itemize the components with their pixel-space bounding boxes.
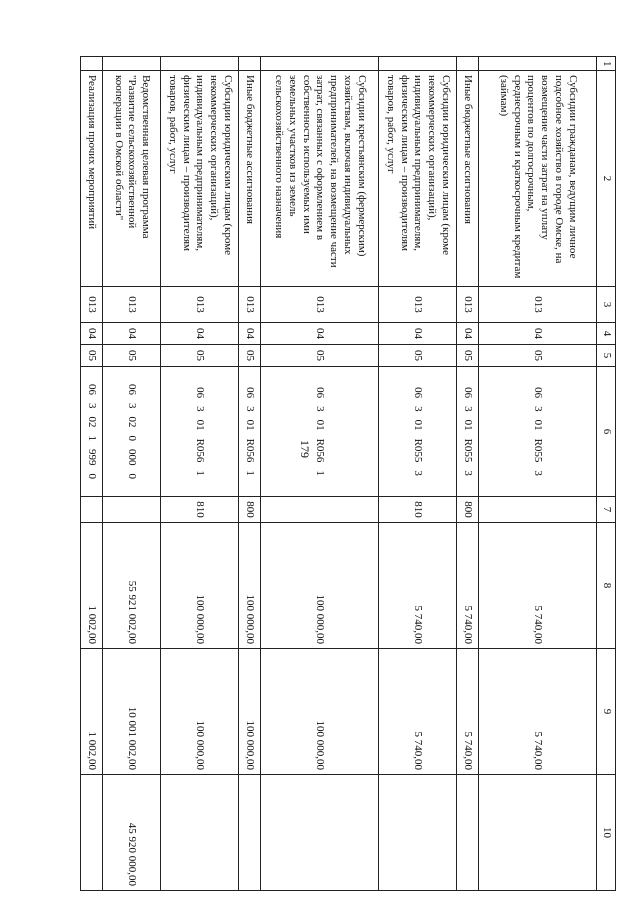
target-article-part: 3	[194, 406, 207, 412]
table-row	[239, 57, 261, 891]
expense-type-cell	[103, 497, 161, 523]
header-cell: 7	[597, 497, 616, 523]
row-index-cell	[239, 57, 261, 71]
amount-cell	[161, 775, 239, 891]
target-article-part: 3	[126, 403, 139, 409]
target-article-part: 1	[314, 470, 327, 476]
header-cell: 3	[597, 287, 616, 323]
amount-cell: 100 000,00	[239, 649, 261, 775]
item-name-cell: Субсидии юридическим лицам (кроме некоммерческих организаций), индивидуальным предпринимателям, физическим лицам – производителям товаров, работ, услуг	[161, 71, 239, 287]
amount-cell	[479, 775, 597, 891]
target-article-part: 06	[314, 387, 327, 399]
target-article-part: 3	[314, 406, 327, 412]
section-cell: 04	[479, 323, 597, 345]
item-name-cell: Субсидии крестьянским (фермерским) хозяйствам, включая индивидуальных предпринимателей, на возмещение части затрат, связанных с оформлением в собственность используемых ими земельных участков из земель сельскохозяйственного назначения	[261, 71, 379, 287]
target-article-part: 000	[126, 449, 139, 466]
section-cell: 04	[457, 323, 479, 345]
target-article-part: R056	[314, 438, 327, 463]
amount-cell	[457, 775, 479, 891]
section-cell: 04	[239, 323, 261, 345]
target-article-cell	[479, 367, 597, 497]
expense-type-cell: 800	[457, 497, 479, 523]
total-amount-cell: 5 740,00	[379, 523, 457, 649]
item-name-cell: Субсидии гражданам, ведущим личное подсобное хозяйство в городе Омске, на возмещение части затрат на уплату процентов по долгосрочным, среднесрочным и краткосрочным кредитам (займам)	[479, 71, 597, 287]
expense-type-cell: 810	[379, 497, 457, 523]
amount-cell: 5 740,00	[379, 649, 457, 775]
subsection-cell: 05	[457, 345, 479, 367]
row-index-cell	[103, 57, 161, 71]
table-row	[261, 57, 379, 891]
target-article-part: 0	[126, 473, 139, 479]
target-article-cell	[161, 367, 239, 497]
section-cell: 04	[103, 323, 161, 345]
target-article-part: R056	[194, 438, 207, 463]
section-cell: 04	[379, 323, 457, 345]
target-article-part: 999	[86, 449, 99, 466]
target-article-part: 06	[532, 387, 545, 399]
target-article-part: 3	[412, 406, 425, 412]
admin-code-cell: 013	[161, 287, 239, 323]
target-article-part: 01	[532, 419, 545, 431]
target-article-cell	[239, 367, 261, 497]
table-row	[81, 57, 103, 891]
total-amount-cell: 5 740,00	[457, 523, 479, 649]
subsection-cell: 05	[161, 345, 239, 367]
admin-code-cell: 013	[479, 287, 597, 323]
target-article-part: 02	[86, 416, 99, 428]
header-cell: 5	[597, 345, 616, 367]
rotated-table-wrapper	[60, 56, 616, 890]
item-name-cell: Субсидии юридическим лицам (кроме некоммерческих организаций), индивидуальным предпринимателям, физическим лицам – производителям товаров, работ, услуг	[379, 71, 457, 287]
target-article-part: 01	[462, 419, 475, 431]
row-index-cell	[479, 57, 597, 71]
header-cell: 9	[597, 649, 616, 775]
item-name-cell: Иные бюджетные ассигнования	[239, 71, 261, 287]
target-article-part: 06	[126, 384, 139, 395]
target-article-cell	[103, 367, 161, 497]
amount-cell	[379, 775, 457, 891]
total-amount-cell: 1 002,00	[81, 523, 103, 649]
section-cell: 04	[81, 323, 103, 345]
target-article-part: R055	[532, 438, 545, 463]
header-cell: 2	[597, 71, 616, 287]
total-amount-cell: 100 000,00	[239, 523, 261, 649]
amount-cell: 45 920 000,00	[103, 775, 161, 891]
page-number: 179	[298, 440, 312, 458]
admin-code-cell: 013	[261, 287, 379, 323]
expense-type-cell	[479, 497, 597, 523]
target-article-part: R056	[244, 438, 257, 463]
target-article-part: 06	[194, 387, 207, 399]
target-article-part: 3	[86, 403, 99, 409]
target-article-part: 06	[412, 387, 425, 399]
target-article-part: 06	[86, 384, 99, 395]
expense-type-cell: 810	[161, 497, 239, 523]
subsection-cell: 05	[239, 345, 261, 367]
total-amount-cell: 55 921 002,00	[103, 523, 161, 649]
target-article-part: 3	[244, 406, 257, 412]
section-cell: 04	[261, 323, 379, 345]
admin-code-cell: 013	[379, 287, 457, 323]
item-name-cell: Реализация прочих мероприятий	[81, 71, 103, 287]
target-article-part: 3	[532, 406, 545, 412]
target-article-part: 0	[126, 435, 139, 441]
total-amount-cell: 100 000,00	[161, 523, 239, 649]
header-cell: 4	[597, 323, 616, 345]
table-row	[479, 57, 597, 891]
row-index-cell	[81, 57, 103, 71]
target-article-part: 01	[412, 419, 425, 431]
table-body	[81, 57, 597, 891]
admin-code-cell: 013	[457, 287, 479, 323]
row-index-cell	[457, 57, 479, 71]
subsection-cell: 05	[379, 345, 457, 367]
expense-type-cell	[261, 497, 379, 523]
target-article-part: R055	[462, 438, 475, 463]
target-article-cell	[457, 367, 479, 497]
target-article-part: 1	[86, 435, 99, 441]
target-article-cell	[261, 367, 379, 497]
target-article-part: 06	[462, 387, 475, 399]
subsection-cell: 05	[81, 345, 103, 367]
header-cell: 8	[597, 523, 616, 649]
item-name-cell: Ведомственная целевая программа "Развитие сельскохозяйственной кооперации в Омской области"	[103, 71, 161, 287]
target-article-part: 3	[462, 406, 475, 412]
amount-cell	[261, 775, 379, 891]
budget-table	[80, 56, 616, 891]
amount-cell	[81, 775, 103, 891]
total-amount-cell: 100 000,00	[261, 523, 379, 649]
target-article-part: 1	[244, 470, 257, 476]
target-article-part: 3	[532, 470, 545, 476]
item-name-cell: Иные бюджетные ассигнования	[457, 71, 479, 287]
target-article-part: 3	[412, 470, 425, 476]
target-article-part: 06	[244, 387, 257, 399]
section-cell: 04	[161, 323, 239, 345]
target-article-cell	[379, 367, 457, 497]
target-article-part: 0	[86, 473, 99, 479]
target-article-part: 3	[462, 470, 475, 476]
admin-code-cell: 013	[81, 287, 103, 323]
subsection-cell: 05	[261, 345, 379, 367]
amount-cell	[239, 775, 261, 891]
amount-cell: 1 002,00	[81, 649, 103, 775]
amount-cell: 100 000,00	[261, 649, 379, 775]
admin-code-cell: 013	[239, 287, 261, 323]
expense-type-cell	[81, 497, 103, 523]
header-cell: 10	[597, 775, 616, 891]
row-index-cell	[161, 57, 239, 71]
table-row	[379, 57, 457, 891]
row-index-cell	[379, 57, 457, 71]
expense-type-cell: 800	[239, 497, 261, 523]
amount-cell: 5 740,00	[457, 649, 479, 775]
row-index-cell	[261, 57, 379, 71]
table-row	[103, 57, 161, 891]
amount-cell: 100 000,00	[161, 649, 239, 775]
target-article-part: 01	[314, 419, 327, 431]
target-article-part: R055	[412, 438, 425, 463]
header-cell: 1	[597, 57, 616, 71]
total-amount-cell: 5 740,00	[479, 523, 597, 649]
subsection-cell: 05	[479, 345, 597, 367]
header-row	[597, 57, 616, 891]
table-row	[161, 57, 239, 891]
table-row	[457, 57, 479, 891]
target-article-cell	[81, 367, 103, 497]
amount-cell: 5 740,00	[479, 649, 597, 775]
admin-code-cell: 013	[103, 287, 161, 323]
subsection-cell: 05	[103, 345, 161, 367]
target-article-part: 02	[126, 416, 139, 428]
amount-cell: 10 001 002,00	[103, 649, 161, 775]
header-cell: 6	[597, 367, 616, 497]
target-article-part: 1	[194, 470, 207, 476]
target-article-part: 01	[244, 419, 257, 431]
target-article-part: 01	[194, 419, 207, 431]
